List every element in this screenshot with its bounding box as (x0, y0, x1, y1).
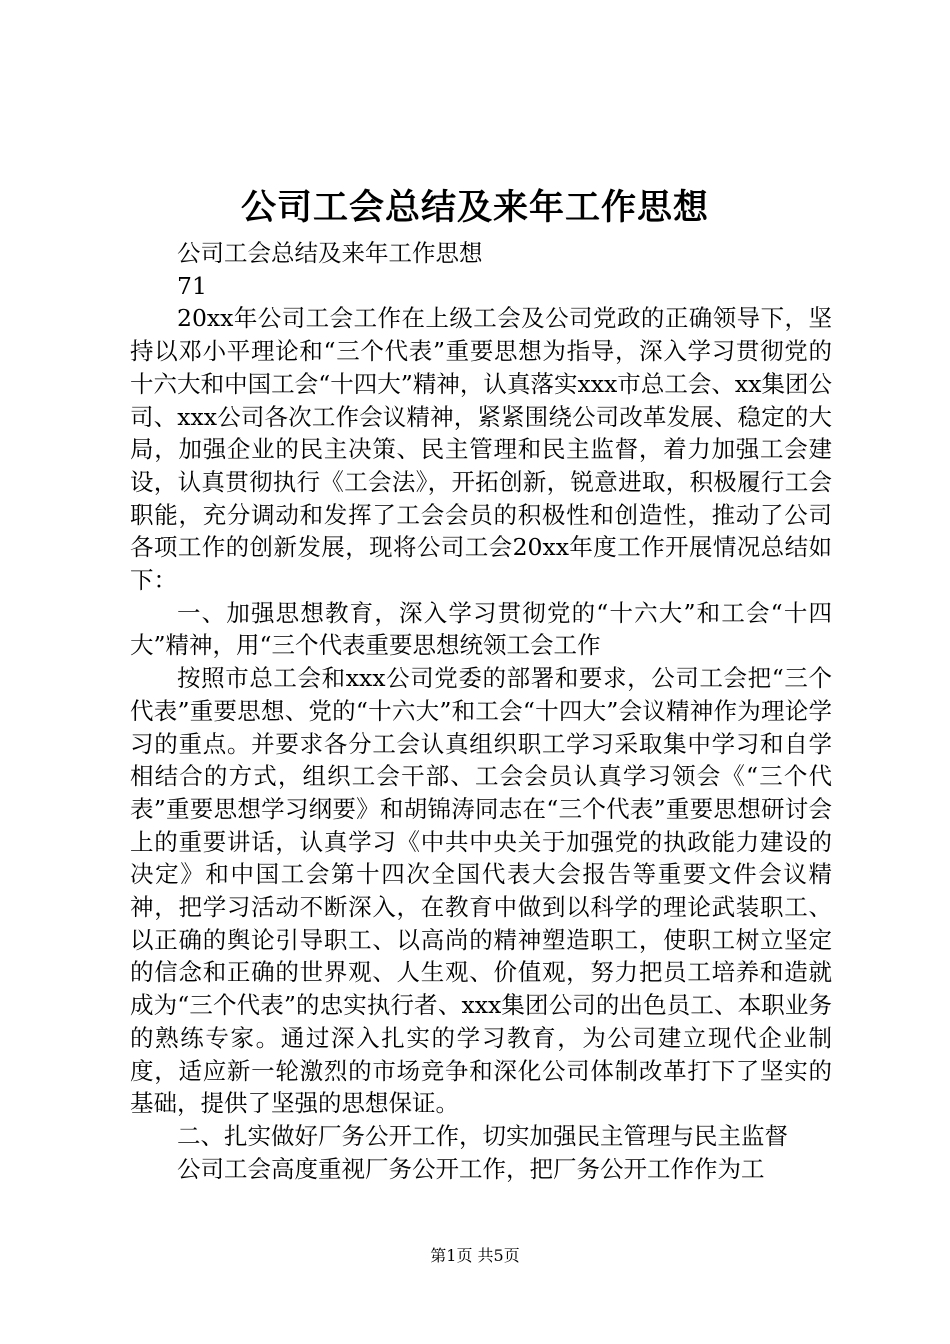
body-paragraph: 公司工会高度重视厂务公开工作，把厂务公开工作作为工 (177, 1154, 765, 1183)
document-title: 公司工会总结及来年工作思想 (240, 187, 709, 228)
page-footer: 第1页 共5页 (430, 1246, 520, 1265)
body-paragraph: 20xx年公司工会工作在上级工会及公司党政的正确领导下，坚持以邓小平理论和“三个代表”重要思想为指导，深入学习贯彻党的十六大和中国工会“十四大”精神，认真落实xxx市总工会、xx集团公司、xxx公司各次工作会议精神，紧紧围绕公司改革发展、稳定的大局，加强企业的民主决策、民主管理和民主监督，着力加强工会建设，认真贯彻执行《工会法》，开拓创新，锐意进取，积极履行工会职能，充分调动和发挥了工会会员的积极性和创造性，推动了公司各项工作的创新发展，现将公司工会20xx年度工作开展情况总结如下： (130, 304, 832, 595)
section-heading-1: 一、加强思想教育，深入学习贯彻党的“十六大”和工会“十四大”精神，用“三个代表重要思想统领工会工作 (130, 598, 832, 660)
document-body (130, 237, 832, 1185)
subtitle-paragraph: 公司工会总结及来年工作思想 (177, 239, 483, 267)
body-paragraph: 按照市总工会和xxx公司党委的部署和要求，公司工会把“三个代表”重要思想、党的“十六大”和工会“十四大”会议精神作为理论学习的重点。并要求各分工会认真组织职工学习采取集中学习和自学相结合的方式，组织工会干部、工会会员认真学习领会《“三个代表”重要思想学习纲要》和胡锦涛同志在“三个代表”重要思想研讨会上的重要讲话，认真学习《中共中央关于加强党的执政能力建设的决定》和中国工会第十四次全国代表大会报告等重要文件会议精神，把学习活动不断深入，在教育中做到以科学的理论武装职工、以正确的舆论引导职工、以高尚的精神塑造职工，使职工树立坚定的信念和正确的世界观、人生观、价值观，努力把员工培养和造就成为“三个代表”的忠实执行者、xxx集团公司的出色员工、本职业务的熟练专家。通过深入扎实的学习教育，为公司建立现代企业制度，适应新一轮激烈的市场竞争和深化公司体制改革打下了坚实的基础，提供了坚强的思想保证。 (130, 664, 832, 1118)
number-paragraph: 71 (177, 271, 207, 300)
section-heading-2: 二、扎实做好厂务公开工作，切实加强民主管理与民主监督 (177, 1121, 788, 1150)
